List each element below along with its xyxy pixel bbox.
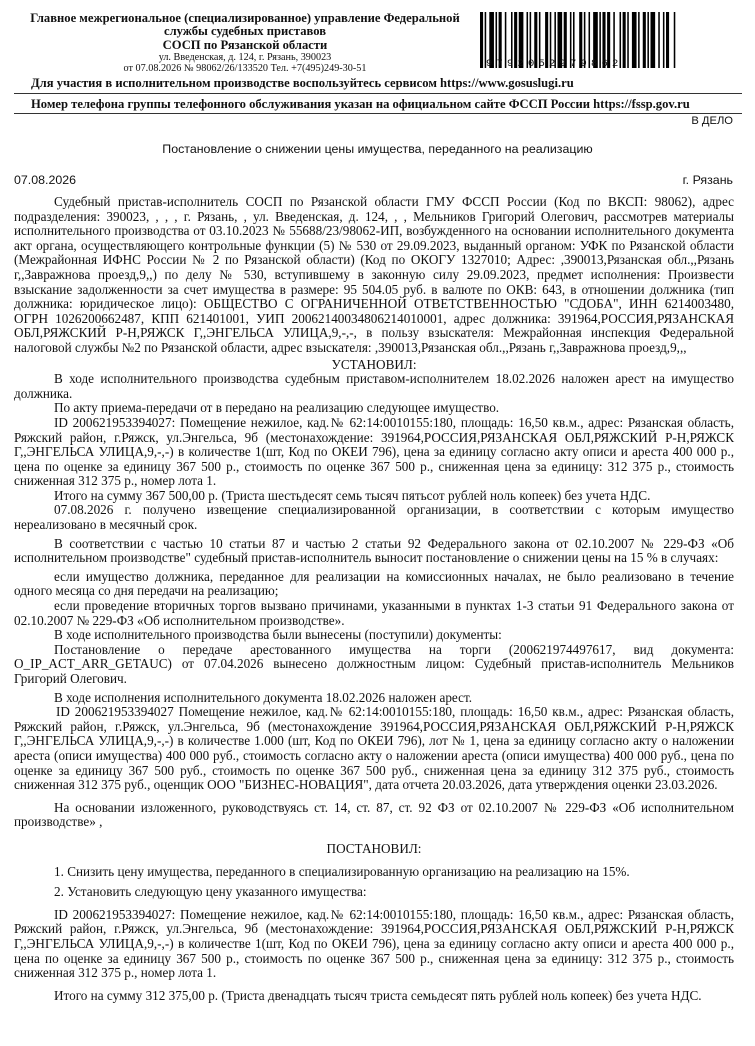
paragraph: Итого на сумму 367 500,00 р. (Триста шестьдесят семь тысяч пятьсот рублей ноль копеек) без учета НДС. [54,487,651,503]
barcode-digits: 9792052979862 [486,58,623,70]
document-city: г. Рязань [682,173,733,187]
resolution-item: 2. Установить следующую цену указанного имущества: [54,884,367,900]
document-title: Постановление о снижении цены имущества, переданного на реализацию [162,142,593,156]
paragraph: В соответствии с частью 10 статьи 87 и частью 2 статьи 92 Федерального закона от 02.10.2007 № 229-ФЗ «Об исполнительном производстве" судебный пристав-исполнитель выносит постановление о снижении цены на 15 % в случаях: [14,535,734,566]
document-date: 07.08.2026 [14,173,77,187]
paragraph: По акту приема-передачи от в передано на реализацию следующее имущество. [54,400,500,416]
paragraph: 07.08.2026 г. получено извещение специализированной организации, в соответствии с которым имущество нереализовано в месячный срок. [14,502,734,533]
divider [14,93,742,94]
gosuslugi-notice: Для участия в исполнительном производстве воспользуйтесь сервисом https://www.gosuslugi.ru [31,76,574,90]
org-address: ул. Введенская, д. 124, г. Рязань, 390023 [158,52,332,64]
paragraph: В ходе исполнительного производства судебным приставом-исполнителем 18.02.2026 наложен арест на имущество должника. [14,371,734,401]
resolution-item: 1. Снизить цену имущества, переданного в специализированную организацию на реализацию на 15%. [54,863,630,879]
paragraph: ID 200621953394027: Помещение нежилое, кад.№ 62:14:0010155:180, площадь: 16,50 кв.м., адрес: Рязанская область, Ряжский район, г.Ряжск, ул.Энгельса, 9б (местонахождение: 391964,РОССИЯ,РЯЗАНСКАЯ ОБЛ,РЯЖСКИЙ Р-Н,РЯЖСК Г,,ЭНГЕЛЬСА УЛИЦА,9,-,-) в количестве 1(шт, Код по ОКЕИ 796), цена за единицу согласно акту описи и ареста 400 000 р., цена по оценке за единицу 367 500 р., стоимость по оценке 367 500 р., сниженная цена за единицу: 312 375 р., стоимость сниженная 312 375 р., номер лота 1. [14,414,734,489]
doc-reference: от 07.08.2026 № 98062/26/133520 Тел. +7(495)249-30-51 [123,63,367,75]
paragraph: В ходе исполнения исполнительного документа 18.02.2026 наложен арест. [54,689,473,705]
resolution-item: ID 200621953394027: Помещение нежилое, кад.№ 62:14:0010155:180, площадь: 16,50 кв.м., адрес: Рязанская область, Ряжский район, г.Ряжск, ул.Энгельса, 9б (местонахождение: 391964,РОССИЯ,РЯЗАНСКАЯ ОБЛ,РЯЖСКИЙ Р-Н,РЯЖСК Г,,ЭНГЕЛЬСА УЛИЦА,9,-,-) в количестве 1(шт, Код по ОКЕИ 796), цена за единицу согласно акту описи и ареста 400 000 р., цена по оценке за единицу 367 500 р., стоимость по оценке 367 500 р., сниженная цена за единицу: 312 375 р., стоимость сниженная 312 375 р., номер лота 1. [14,906,734,981]
divider [14,113,742,114]
paragraph: Постановление о передаче арестованного имущества на торги (200621974497617, вид документа: O_IP_ACT_ARR_GETAUC) от 07.04.2026 вынесено должностным лицом: Судебный пристав-исполнитель Мельников Григорий Олегович. [14,641,734,686]
v-delo-mark: В ДЕЛО [691,115,733,127]
heading-established: УСТАНОВИЛ: [331,356,417,372]
org-name-line3: СОСП по Рязанской области [162,37,328,52]
paragraph: На основании изложенного, руководствуясь ст. 14, ст. 87, ст. 92 ФЗ от 02.10.2007 № 229-ФЗ «Об исполнительном производстве» , [14,799,734,830]
phone-notice: Номер телефона группы телефонного обслуживания указан на официальном сайте ФССП России https://fssp.gov.ru [31,97,690,111]
paragraph: ID 200621953394027 Помещение нежилое, кад.№ 62:14:0010155:180, площадь: 16,50 кв.м., адрес: Рязанская область, Ряжский район, г.Ряжск, ул.Энгельса, 9б (местонахождение 391964,РОССИЯ,РЯЗАНСКАЯ ОБЛ,РЯЖСКИЙ Р-Н,РЯЖСК Г,,ЭНГЕЛЬСА УЛИЦА,9,-,-) в количестве 1.000 (шт, Код по ОКЕИ 796), лот № 1, цена за единицу согласно акту о наложении ареста (описи имущества) 400 000 руб., стоимость согласно акту о наложении ареста (описи имущества) 400 000 руб., цена по оценке за единицу 367 500 руб., стоимость по оценке 367 500 руб., сниженная цена за единицу 312 375 руб., стоимость сниженная 312 375 руб., оценщик ООО "БИЗНЕС-НОВАЦИЯ", дата отчета 20.03.2026, дата утверждения оценки 23.03.2026. [14,704,734,793]
resolution-item: Итого на сумму 312 375,00 р. (Триста двенадцать тысяч триста семьдесят пять рублей ноль копеек) без учета НДС. [54,987,702,1003]
paragraph: В ходе исполнительного производства были вынесены (поступили) документы: [54,627,502,643]
paragraph: если имущество должника, переданное для реализации на комиссионных началах, не было реализовано в течение одного месяца со дня передачи на реализацию; [14,568,734,599]
org-name-line1: Главное межрегиональное (специализированное) управление Федеральной [30,11,460,25]
org-name-line2: службы судебных приставов [164,24,326,39]
issuer-header [14,12,476,74]
paragraph: если проведение вторичных торгов вызвано причинами, указанными в пунктах 1-3 статьи 91 Федерального закона от 02.10.2007 № 229-ФЗ «Об исполнительном производстве». [14,598,734,628]
document-body [14,195,734,1003]
intro-paragraph: Судебный пристав-исполнитель СОСП по Рязанской области ГМУ ФССП России (Код по ВКСП: 98062), адрес подразделения: 390023, , , , г. Рязань, , ул. Введенская, д. 124, , , Мельников Григорий Олегович, рассмотрев материалы исполнительного производства от 03.10.2023 № 55688/23/98062-ИП, возбужденного на основании исполнительного документа акт органа, осуществляющего контрольные функции (5) № 530 от 29.09.2023, выданный органом: УФК по Рязанской области (Межрайонная ИФНС России № 2 по Рязанской области) (Код по ОКОГУ 1327010; Адрес: ,390013,Рязанская обл.,,Рязань г,,Завражнова проезд,9,,) по делу № 530, вступившему в законную силу 29.09.2023, предмет исполнения: Произвести взыскание задолженности за счет имущества в размере: 95 504.05 руб. в валюте по ОКВ: 643, в отношении должника (тип должника: юридическое лицо): ОБЩЕСТВО С ОГРАНИЧЕННОЙ ОТВЕТСТВЕННОСТЬЮ "СДОБА", ИНН 6214003480, ОГРН 1026200662487, КПП 621401001, УИП 20062140034806214010001, адрес должника: 391964,РОССИЯ,РЯЗАНСКАЯ ОБЛ,РЯЖСКИЙ Р-Н,РЯЖСК Г,,ЭНГЕЛЬСА УЛИЦА,9,-,-, в пользу взыскателя: Межрайонная инспекция Федеральной налоговой службы №2 по Рязанской области, адрес взыскателя: ,390013,Рязанская обл.,,Рязань г,,Завражнова проезд,9,,, [14,194,734,355]
heading-resolved: ПОСТАНОВИЛ: [326,840,422,856]
